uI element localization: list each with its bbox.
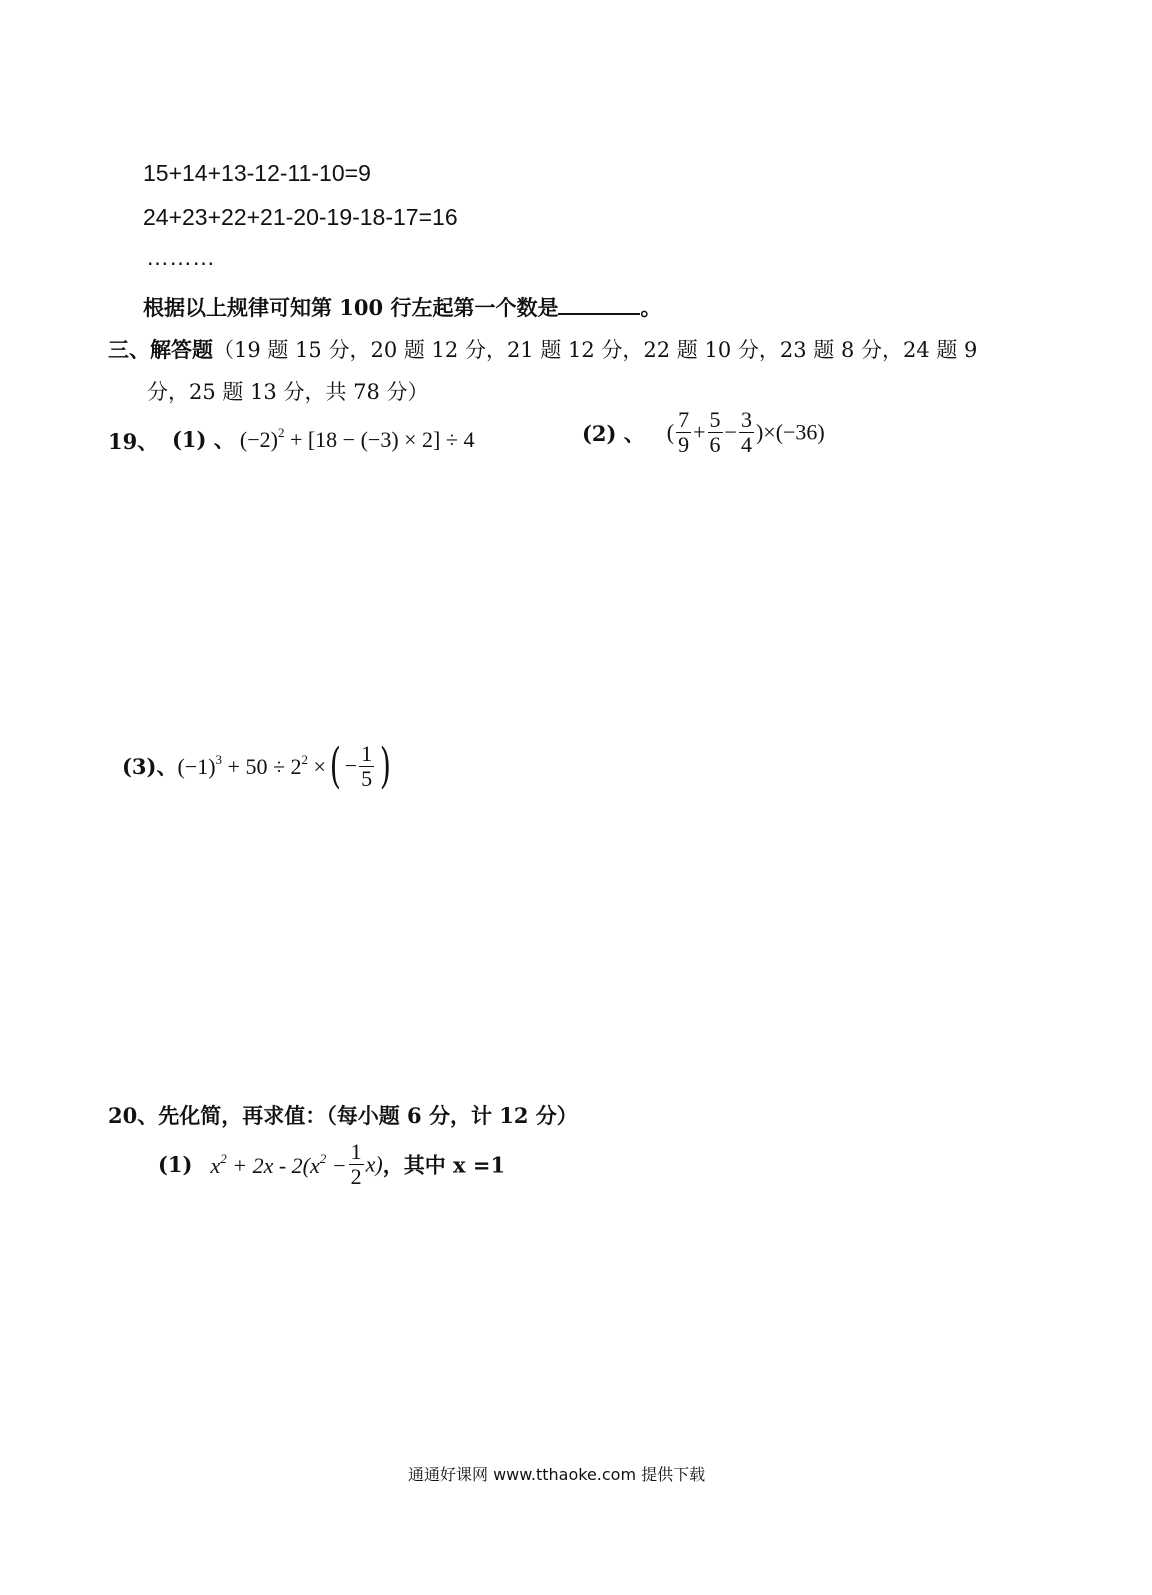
q19-p2-tail: )×(−36): [755, 419, 825, 445]
q19-p2-frac-3: [739, 408, 754, 457]
q19-p3-base: (−1): [177, 754, 216, 779]
frac-numerator: 5: [709, 407, 721, 432]
q20-p1-condition: ，其中 x =1: [382, 1152, 506, 1178]
frac-numerator: 1: [361, 740, 373, 766]
q20-title: 20、先化简，再求值：（每小题 6 分，计 12 分）: [108, 1103, 578, 1128]
q19-p1-rest: + [18 − (−3) × 2] ÷ 4: [284, 427, 475, 452]
q19-p1-expression: [240, 427, 475, 452]
q20-p1-label: (1): [158, 1152, 193, 1177]
q20-exponent-1: 2: [220, 1150, 227, 1166]
rule-question-end: 。: [640, 295, 662, 320]
q19-p2-op-1: +: [693, 419, 706, 445]
q19-p3-minus: −: [344, 753, 358, 778]
q19-p3-frac: [359, 742, 374, 791]
q19-p3-mid: + 50 ÷ 2: [222, 754, 302, 779]
frac-denominator: 5: [361, 765, 373, 791]
q20-p1-expression: [210, 1150, 347, 1178]
footer-text: 通通好课网 www.tthaoke.com 提供下载: [408, 1465, 706, 1484]
q19-part-2: [582, 408, 825, 457]
q19-p2-frac-2: [708, 408, 723, 457]
q19-p2-frac-1: [676, 408, 691, 457]
section-3-scoring-1: （19 题 15 分，20 题 12 分，21 题 12 分，22 题 10 分，23 题 8 分，24 题 9: [213, 338, 978, 362]
q19-p1-exponent: 2: [277, 425, 285, 440]
pattern-ellipsis: ………: [146, 244, 215, 270]
q19-p3-label: (3)、: [122, 754, 178, 779]
q19-p2-op-2: −: [724, 419, 737, 445]
frac-denominator: 6: [709, 432, 721, 457]
q20-p1-tail: x): [365, 1151, 383, 1177]
q19-number: 19、: [108, 429, 159, 454]
frac-numerator: 1: [350, 1139, 362, 1164]
q19-p3-exponent-1: 3: [215, 752, 223, 767]
frac-denominator: 4: [740, 432, 752, 457]
q20-mid: + 2x - 2(x: [226, 1152, 320, 1178]
frac-denominator: 2: [350, 1164, 362, 1189]
left-paren: (: [329, 738, 341, 794]
q20-p1-frac: [349, 1140, 364, 1189]
q19-p1-label: (1) 、: [172, 427, 235, 452]
q19-p2-open: (: [666, 419, 675, 445]
rule-question: [143, 292, 661, 322]
q19-p3-times: ×: [308, 754, 326, 779]
section-3-scoring-2: 分，25 题 13 分，共 78 分）: [147, 380, 429, 404]
pattern-line-1: 15+14+13-12-11-10=9: [143, 160, 371, 186]
rule-question-text: 根据以上规律可知第 100 行左起第一个数是: [143, 295, 559, 320]
section-3-title: 三、解答题: [108, 337, 213, 362]
q20-var: x: [210, 1152, 221, 1178]
frac-denominator: 9: [678, 432, 690, 457]
q19-p3-exponent-2: 2: [301, 752, 309, 767]
q19-p2-label: (2) 、: [582, 420, 645, 446]
q20-part-1: [158, 1140, 505, 1189]
frac-numerator: 3: [740, 407, 752, 432]
q19-part-1: [172, 424, 474, 454]
q20-minus: −: [326, 1152, 347, 1178]
answer-blank: [558, 293, 640, 315]
section-3-header: [108, 334, 977, 364]
q20-exponent-2: 2: [319, 1150, 327, 1166]
q19-p1-base: (−2): [239, 427, 278, 452]
frac-numerator: 7: [678, 407, 690, 432]
pattern-line-2: 24+23+22+21-20-19-18-17=16: [143, 204, 458, 230]
q19-part-3: [122, 738, 395, 794]
right-paren: ): [379, 738, 392, 794]
q19-p3-expression: [177, 754, 325, 779]
